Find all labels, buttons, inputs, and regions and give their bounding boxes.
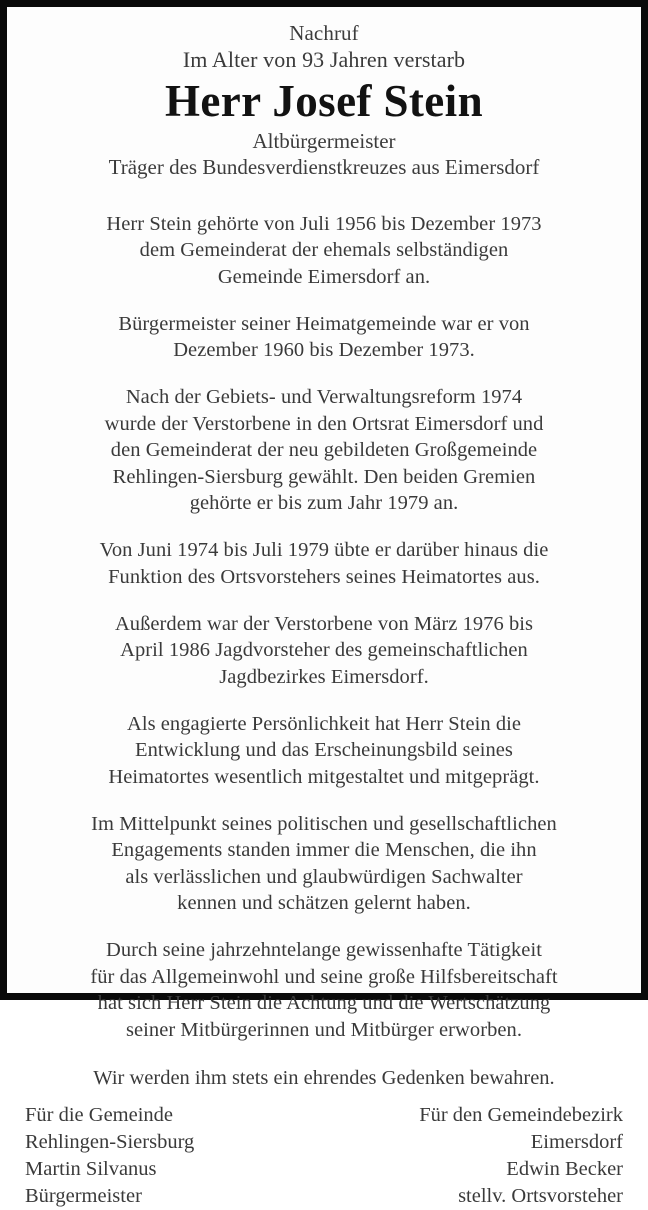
paragraph-line: Bürgermeister seiner Heimatgemeinde war er von <box>118 312 530 335</box>
signature-line: stellv. Ortsvorsteher <box>458 1184 623 1207</box>
signature-column-right <box>419 1102 623 1210</box>
paragraph <box>25 211 623 291</box>
paragraph <box>25 537 623 590</box>
kicker-nachruf: Nachruf <box>289 21 359 45</box>
obituary-header <box>25 21 623 181</box>
paragraph-line: für das Allgemeinwohl und seine große Hilfsbereitschaft <box>90 965 558 988</box>
paragraph-line: Gemeinde Eimersdorf an. <box>217 265 431 288</box>
signature-line: Edwin Becker <box>506 1157 623 1180</box>
deceased-name: Herr Josef Stein <box>165 76 483 126</box>
paragraph-line: Als engagierte Persönlichkeit hat Herr Stein die <box>126 712 522 735</box>
paragraph-line: Durch seine jahrzehntelange gewissenhafte Tätigkeit <box>106 939 542 961</box>
signature-line: Für die Gemeinde <box>25 1103 174 1126</box>
office-title: Altbürgermeister <box>252 129 396 153</box>
paragraph-line: Außerdem war der Verstorbene von März 1976 bis <box>114 612 534 635</box>
paragraph-line: hat sich Herr Stein die Achtung und die Wertschätzung <box>97 992 551 1014</box>
paragraph-line: den Gemeinderat der neu gebildeten Großgemeinde <box>110 439 538 461</box>
closing-sentence: Wir werden ihm stets ein ehrendes Gedenken bewahren. <box>93 1066 555 1089</box>
signature-line: Martin Silvanus <box>25 1157 157 1180</box>
paragraph-line: Dezember 1960 bis Dezember 1973. <box>173 339 475 361</box>
age-line: Im Alter von 93 Jahren verstarb <box>182 47 466 72</box>
paragraph-line: Funktion des Ortsvorstehers seines Heimatortes aus. <box>108 565 540 588</box>
signature-line: Für den Gemeindebezirk <box>419 1103 623 1126</box>
paragraph-line: Entwicklung und das Erscheinungsbild seines <box>135 739 513 761</box>
paragraph-line: Jagdbezirkes Eimersdorf. <box>219 665 429 688</box>
paragraph-line: Rehlingen-Siersburg gewählt. Den beiden Gremien <box>112 465 536 488</box>
paragraph-line: wurde der Verstorbene in den Ortsrat Eimersdorf und <box>104 412 544 435</box>
paragraph <box>25 937 623 1043</box>
signature-line: Bürgermeister <box>25 1184 142 1207</box>
signature-line: Rehlingen-Siersburg <box>25 1130 195 1153</box>
paragraph <box>25 811 623 917</box>
paragraph-line: Heimatortes wesentlich mitgestaltet und mitgeprägt. <box>108 765 540 788</box>
paragraph-line: Im Mittelpunkt seines politischen und gesellschaftlichen <box>91 812 557 835</box>
paragraph-line: kennen und schätzen gelernt haben. <box>177 892 471 914</box>
paragraph-line: als verlässlichen und glaubwürdigen Sachwalter <box>125 865 523 888</box>
paragraph-line: seiner Mitbürgerinnen und Mitbürger erworben. <box>125 1018 523 1041</box>
paragraph <box>25 611 623 691</box>
paragraph <box>25 711 623 791</box>
paragraph-line: Nach der Gebiets- und Verwaltungsreform 1974 <box>125 386 523 408</box>
obituary-card <box>7 7 641 1207</box>
paragraph <box>25 311 623 364</box>
paragraph-line: April 1986 Jagdvorsteher des gemeinschaftlichen <box>120 639 528 661</box>
paragraph-line: Herr Stein gehörte von Juli 1956 bis Dezember 1973 <box>106 212 542 235</box>
signature-block <box>25 1102 623 1210</box>
paragraph-line: gehörte er bis zum Jahr 1979 an. <box>189 492 459 514</box>
honor-line: Träger des Bundesverdienstkreuzes aus Eimersdorf <box>108 155 540 179</box>
paragraph-line: dem Gemeinderat der ehemals selbständigen <box>139 239 509 261</box>
obituary-body <box>25 190 623 1064</box>
paragraph-line: Engagements standen immer die Menschen, die ihn <box>111 839 537 861</box>
signature-line: Eimersdorf <box>530 1130 623 1153</box>
paragraph-line: Von Juni 1974 bis Juli 1979 übte er darüber hinaus die <box>99 539 549 561</box>
signature-column-left <box>25 1102 194 1210</box>
paragraph <box>25 384 623 517</box>
